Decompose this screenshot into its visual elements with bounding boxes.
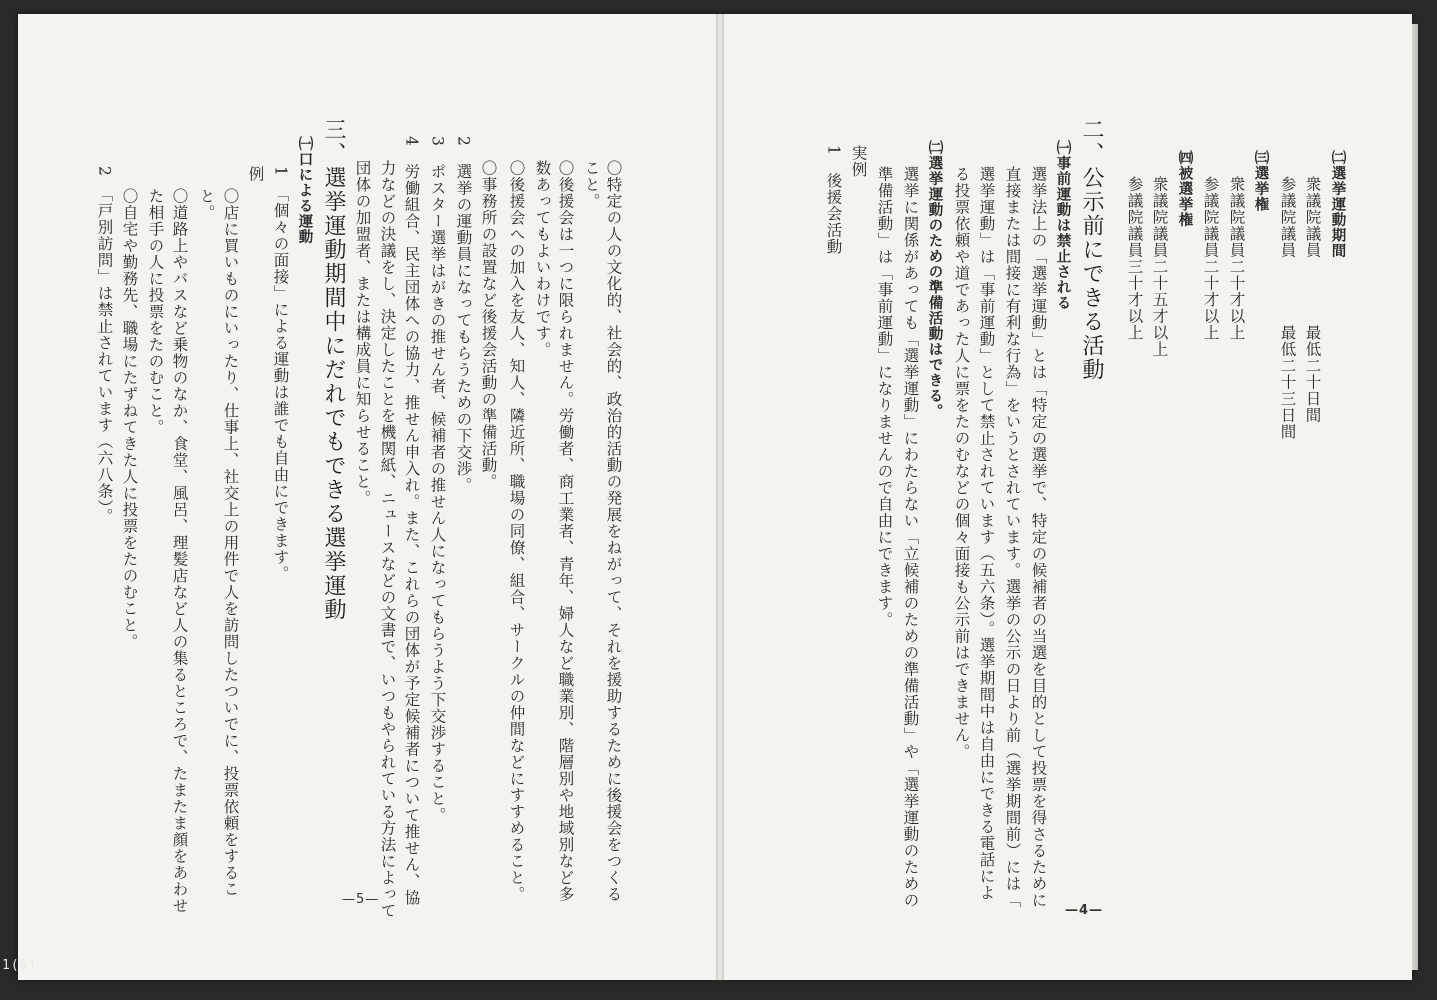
text-line: 衆議院議員 最低二十日間 — [1303, 176, 1322, 424]
text-line: 〇事務所の設置など後援会活動の準備活動。 — [479, 160, 498, 490]
subsection-heading: ㈡選挙運動のための準備活動はできる。 — [926, 140, 943, 419]
page-number: —4— — [1065, 903, 1104, 918]
text-line: と。 — [197, 188, 216, 221]
text-line: 参議院議員 最低二十三日間 — [1278, 176, 1297, 440]
example-label: 実例 — [849, 145, 868, 178]
text-line: 準備活動」は「事前運動」になりませんので自由にできます。 — [875, 166, 894, 628]
text-line: 直接または間接に有利な行為」をいうとされています。選挙の公示の日より前（選挙期間前）には「 — [1003, 166, 1022, 909]
text-line: 〇特定の人の文化的、社会的、政治的活動の発展をねがって、それを援助するために後援会をつくる — [604, 160, 623, 903]
text-line: 参議院議員三十才以上 — [1125, 176, 1144, 341]
section-heading: 三、選挙運動期間中にだれでもできる選挙運動 — [321, 118, 346, 622]
text-line: 2 「戸別訪問」は禁止されています（六八条）。 — [95, 166, 114, 525]
example-label: 例 — [246, 166, 265, 183]
text-line: 1 後援会活動 — [824, 145, 843, 255]
text-line: 〇自宅や勤務先、職場にたずねてきた人に投票をたのむこと。 — [120, 188, 139, 650]
text-line: た相手の人に投票をたのむこと。 — [146, 188, 165, 436]
subsection-heading: ㈣被選挙権 — [1176, 150, 1193, 228]
text-line: 3 ポスター選挙はがきの推せん者、候補者の推せん人になってもらうよう下交渉すること。 — [428, 136, 447, 824]
text-line: 参議院議員二十才以上 — [1201, 176, 1220, 341]
margin-note: 1(6) — [2, 958, 38, 973]
text-line: 4 労働組合、民主団体への協力、推せん申入れ。また、これらの団体が予定候補者について推せん、協 — [402, 136, 421, 906]
page-edge — [1412, 24, 1418, 970]
text-line: 団体の加盟者、または構成員に知らせること。 — [353, 160, 372, 507]
text-line: 衆議院議員二十五才以上 — [1150, 176, 1169, 358]
text-line: る投票依頼や道であった人に票をたのむなどの個々面接も公示前はできません。 — [952, 166, 971, 760]
book-gutter — [716, 14, 724, 980]
subsection-heading: ㈠口による運動 — [296, 136, 313, 245]
text-line: 1 「個々の面接」による運動は誰でも自由にできます。 — [271, 166, 290, 582]
text-line: 力などの決議をし、決定したことを機関紙、ニュースなどの文書で、いつもやられている方法によって — [378, 160, 397, 919]
text-line: 2 選挙の運動員になってもらうための下交渉。 — [454, 136, 473, 494]
subsection-heading: ㈠事前運動は禁止される — [1054, 140, 1071, 311]
page-number: —5— — [342, 892, 380, 907]
text-line: 〇後援会は一つに限られません。労働者、商工業者、青年、婦人など職業別、階層別や地域別など多 — [556, 160, 575, 903]
text-line: 衆議院議員二十才以上 — [1227, 176, 1246, 341]
text-line: こと。 — [582, 160, 601, 210]
text-line: 〇店に買いものにいったり、仕事上、社交上の用件で人を訪問したついでに、投票依頼をするこ — [221, 188, 240, 898]
subsection-heading: ㈡選挙運動期間 — [1329, 150, 1346, 259]
text-line: 選挙運動」は「事前運動」として禁止されています（五六条）。選挙期間中は自由にできる電話によ — [977, 166, 996, 901]
section-heading: 二、公示前にできる活動 — [1079, 118, 1104, 382]
text-line: 〇道路上やバスなど乗物のなか、食堂、風呂、理髪店など人の集るところで、たまたま顔をあわせ — [170, 188, 189, 914]
text-line: 選挙に関係があっても「選挙運動」にわたらない「立候補のための準備活動」や「選挙運動のための — [901, 166, 920, 909]
subsection-heading: ㈢選挙権 — [1252, 150, 1269, 212]
text-line: 選挙法上の「選挙運動」とは「特定の選挙で、特定の候補者の当選を目的として投票を得さるために — [1029, 166, 1048, 909]
text-line: 〇後援会への加入を友人、知人、隣近所、職場の同僚、組合、サークルの仲間などにすすめること。 — [507, 160, 526, 903]
text-line: 数あってもよいわけです。 — [533, 160, 552, 358]
bleed-through-text — [138, 34, 158, 49]
